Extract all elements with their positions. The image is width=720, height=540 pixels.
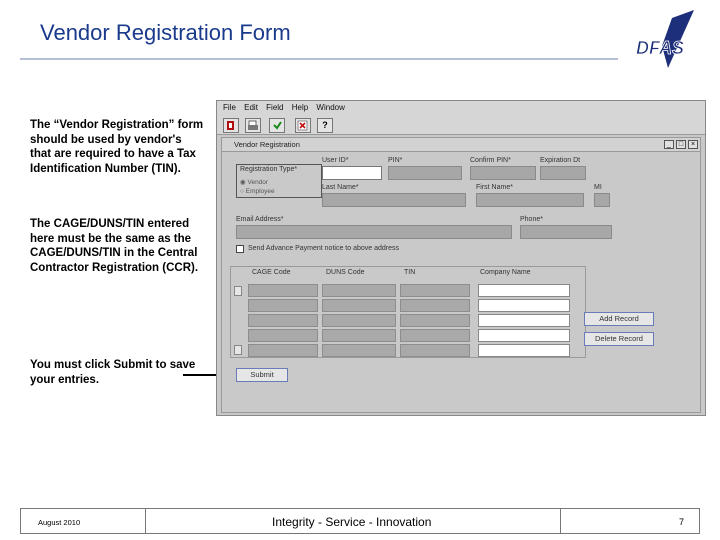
email-label: Email Address* [236, 216, 284, 223]
add-record-button[interactable]: Add Record [584, 312, 654, 326]
minimize-button[interactable]: _ [664, 140, 674, 149]
exit-icon[interactable] [223, 118, 239, 133]
grid-cell[interactable] [248, 329, 318, 342]
footer-separator [560, 509, 561, 534]
user-id-field[interactable] [322, 166, 382, 180]
svg-text:DFAS: DFAS [636, 38, 685, 58]
grid-cell[interactable] [400, 284, 470, 297]
menu-edit[interactable]: Edit [244, 103, 258, 112]
pin-field[interactable] [388, 166, 462, 180]
grid-cell[interactable] [322, 344, 396, 357]
grid-cell[interactable] [400, 344, 470, 357]
expiration-date-field[interactable] [540, 166, 586, 180]
first-name-label: First Name* [476, 184, 513, 191]
menu-bar [217, 101, 705, 115]
grid-cell[interactable] [322, 284, 396, 297]
grid-cell[interactable] [478, 329, 570, 342]
menu-help[interactable]: Help [291, 103, 309, 112]
user-id-label: User ID* [322, 157, 349, 164]
help-icon[interactable]: ? [317, 118, 333, 133]
grid-cell[interactable] [400, 329, 470, 342]
window-title: Vendor Registration [222, 138, 700, 152]
advance-payment-checkbox[interactable] [236, 245, 244, 253]
note-submit: You must click Submit to save your entries. [30, 359, 196, 386]
registration-type-label: Registration Type* [240, 166, 298, 173]
title-divider [20, 58, 618, 60]
phone-label: Phone* [520, 216, 543, 223]
middle-initial-field[interactable] [594, 193, 610, 207]
footer-tagline: Integrity - Service - Innovation [272, 515, 432, 529]
clear-icon[interactable] [295, 118, 311, 133]
footer-date: August 2010 [38, 518, 81, 527]
page-number: 7 [679, 517, 685, 527]
vendor-registration-window [221, 137, 701, 413]
confirm-pin-label: Confirm PIN* [470, 157, 511, 164]
grid-cell[interactable] [400, 314, 470, 327]
radio-employee[interactable]: ○ Employee [240, 188, 275, 195]
menu-window[interactable]: Window [316, 103, 345, 112]
grid-cell[interactable] [248, 299, 318, 312]
radio-vendor[interactable]: ◉ Vendor [240, 179, 269, 186]
maximize-button[interactable]: □ [676, 140, 686, 149]
advance-payment-label: Send Advance Payment notice to above address [248, 245, 399, 252]
grid-header-company: Company Name [480, 269, 531, 276]
page-title: Vendor Registration Form [40, 20, 291, 45]
grid-cell[interactable] [478, 344, 570, 357]
menu-file[interactable]: File [223, 103, 236, 112]
save-icon[interactable] [269, 118, 285, 133]
print-icon[interactable] [245, 118, 261, 133]
grid-cell[interactable] [478, 284, 570, 297]
middle-initial-label: MI [594, 184, 602, 191]
grid-cell[interactable] [478, 314, 570, 327]
menu-field[interactable]: Field [266, 103, 284, 112]
dfas-logo [632, 10, 702, 74]
grid-cell[interactable] [248, 344, 318, 357]
grid-cell[interactable] [248, 314, 318, 327]
grid-scroll-down[interactable] [234, 345, 242, 355]
last-name-field[interactable] [322, 193, 466, 207]
note-cage-duns-tin: The CAGE/DUNS/TIN entered here must be the same as the CAGE/DUNS/TIN in the Central Contractor Registration (CCR). [30, 218, 199, 274]
footer-separator [145, 509, 146, 534]
submit-button[interactable]: Submit [236, 368, 288, 382]
delete-record-button[interactable]: Delete Record [584, 332, 654, 346]
grid-cell[interactable] [322, 314, 396, 327]
email-field[interactable] [236, 225, 512, 239]
note-vendor-registration: The “Vendor Registration” form should be used by vendor's that are required to have a Tax Identification Number (TIN). [30, 119, 204, 175]
grid-cell[interactable] [400, 299, 470, 312]
pin-label: PIN* [388, 157, 403, 164]
grid-header-duns: DUNS Code [326, 269, 365, 276]
confirm-pin-field[interactable] [470, 166, 536, 180]
grid-scroll-up[interactable] [234, 286, 242, 296]
grid-cell[interactable] [322, 329, 396, 342]
last-name-label: Last Name* [322, 184, 359, 191]
expiration-date-label: Expiration Dt [540, 157, 581, 164]
grid-cell[interactable] [322, 299, 396, 312]
radio-vendor-label: Vendor [247, 179, 269, 186]
grid-cell[interactable] [478, 299, 570, 312]
grid-header-tin: TIN [404, 269, 416, 276]
grid-header-cage: CAGE Code [252, 269, 291, 276]
first-name-field[interactable] [476, 193, 584, 207]
phone-field[interactable] [520, 225, 612, 239]
toolbar [217, 115, 705, 135]
app-window [216, 100, 706, 416]
radio-employee-label: Employee [245, 188, 275, 195]
close-button[interactable]: × [688, 140, 698, 149]
grid-cell[interactable] [248, 284, 318, 297]
